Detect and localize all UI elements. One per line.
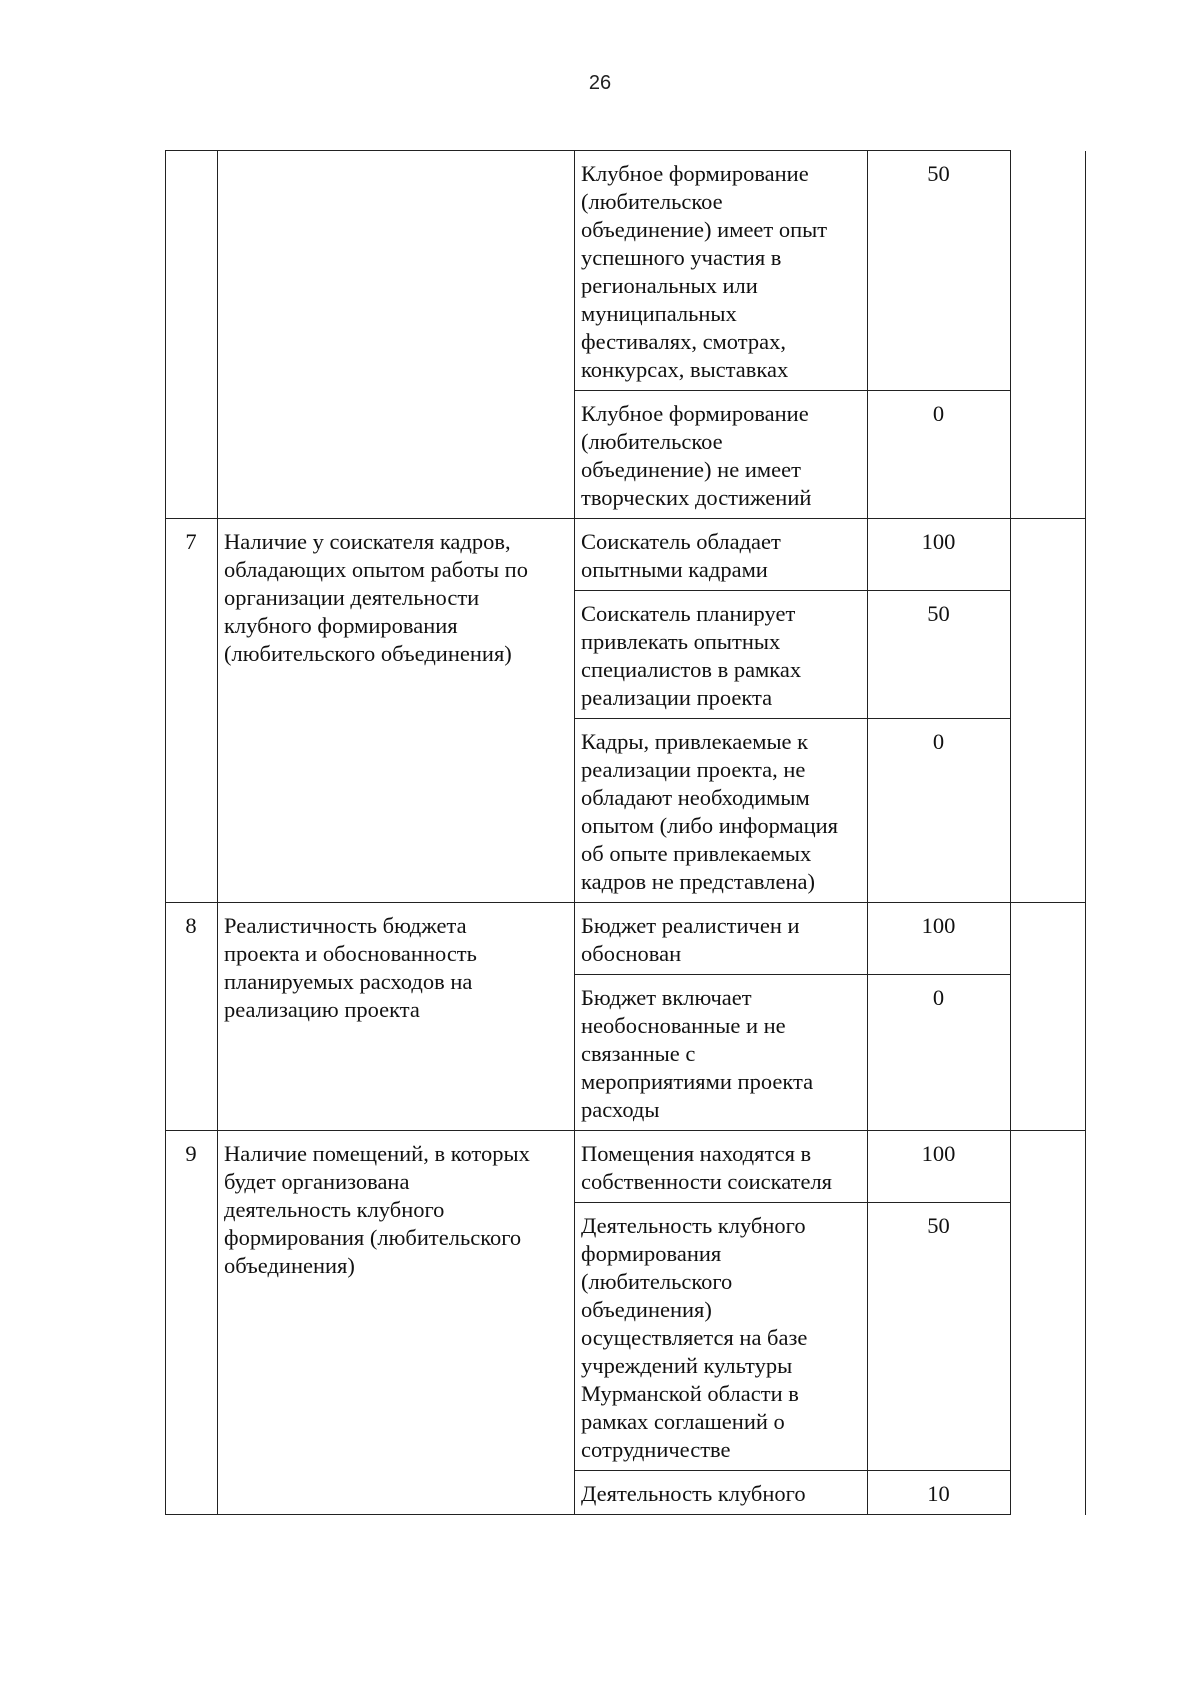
option-description: Соискатель обладает опытными кадрами <box>575 519 868 591</box>
extra-column-cell <box>1011 903 1086 1131</box>
option-description: Бюджет реалистичен и обоснован <box>575 903 868 975</box>
option-score: 50 <box>868 1203 1011 1471</box>
option-description: Клубное формирование (любительское объединение) не имеет творческих достижений <box>575 391 868 519</box>
option-score: 10 <box>868 1471 1011 1515</box>
page-number: 26 <box>588 72 612 94</box>
option-description: Деятельность клубного <box>575 1471 868 1515</box>
extra-column-cell <box>1011 151 1086 519</box>
criterion-text: Реалистичность бюджета проекта и обоснованность планируемых расходов на реализацию проекта <box>218 903 575 1131</box>
row-number: 9 <box>166 1131 218 1515</box>
option-description: Деятельность клубного формирования (любительского объединения) осуществляется на базе учреждений культуры Мурманской области в рамках соглашений о сотрудничестве <box>575 1203 868 1471</box>
criteria-table <box>165 150 1086 1515</box>
option-score: 0 <box>868 391 1011 519</box>
option-score: 0 <box>868 975 1011 1131</box>
option-description: Клубное формирование (любительское объединение) имеет опыт успешного участия в региональных или муниципальных фестивалях, смотрах, конкурсах, выставках <box>575 151 868 391</box>
row-number: 7 <box>166 519 218 903</box>
option-description: Кадры, привлекаемые к реализации проекта, не обладают необходимым опытом (либо информация об опыте привлекаемых кадров не представлена) <box>575 719 868 903</box>
extra-column-cell <box>1011 1131 1086 1515</box>
criterion-text: Наличие у соискателя кадров, обладающих опытом работы по организации деятельности клубного формирования (любительского объединения) <box>218 519 575 903</box>
option-score: 100 <box>868 903 1011 975</box>
row-number <box>166 151 218 519</box>
option-score: 100 <box>868 1131 1011 1203</box>
option-score: 50 <box>868 591 1011 719</box>
option-score: 50 <box>868 151 1011 391</box>
row-number: 8 <box>166 903 218 1131</box>
criterion-text <box>218 151 575 519</box>
extra-column-cell <box>1011 519 1086 903</box>
criterion-text: Наличие помещений, в которых будет организована деятельность клубного формирования (любительского объединения) <box>218 1131 575 1515</box>
option-description: Соискатель планирует привлекать опытных специалистов в рамках реализации проекта <box>575 591 868 719</box>
option-score: 100 <box>868 519 1011 591</box>
option-description: Бюджет включает необоснованные и не связанные с мероприятиями проекта расходы <box>575 975 868 1131</box>
option-score: 0 <box>868 719 1011 903</box>
option-description: Помещения находятся в собственности соискателя <box>575 1131 868 1203</box>
